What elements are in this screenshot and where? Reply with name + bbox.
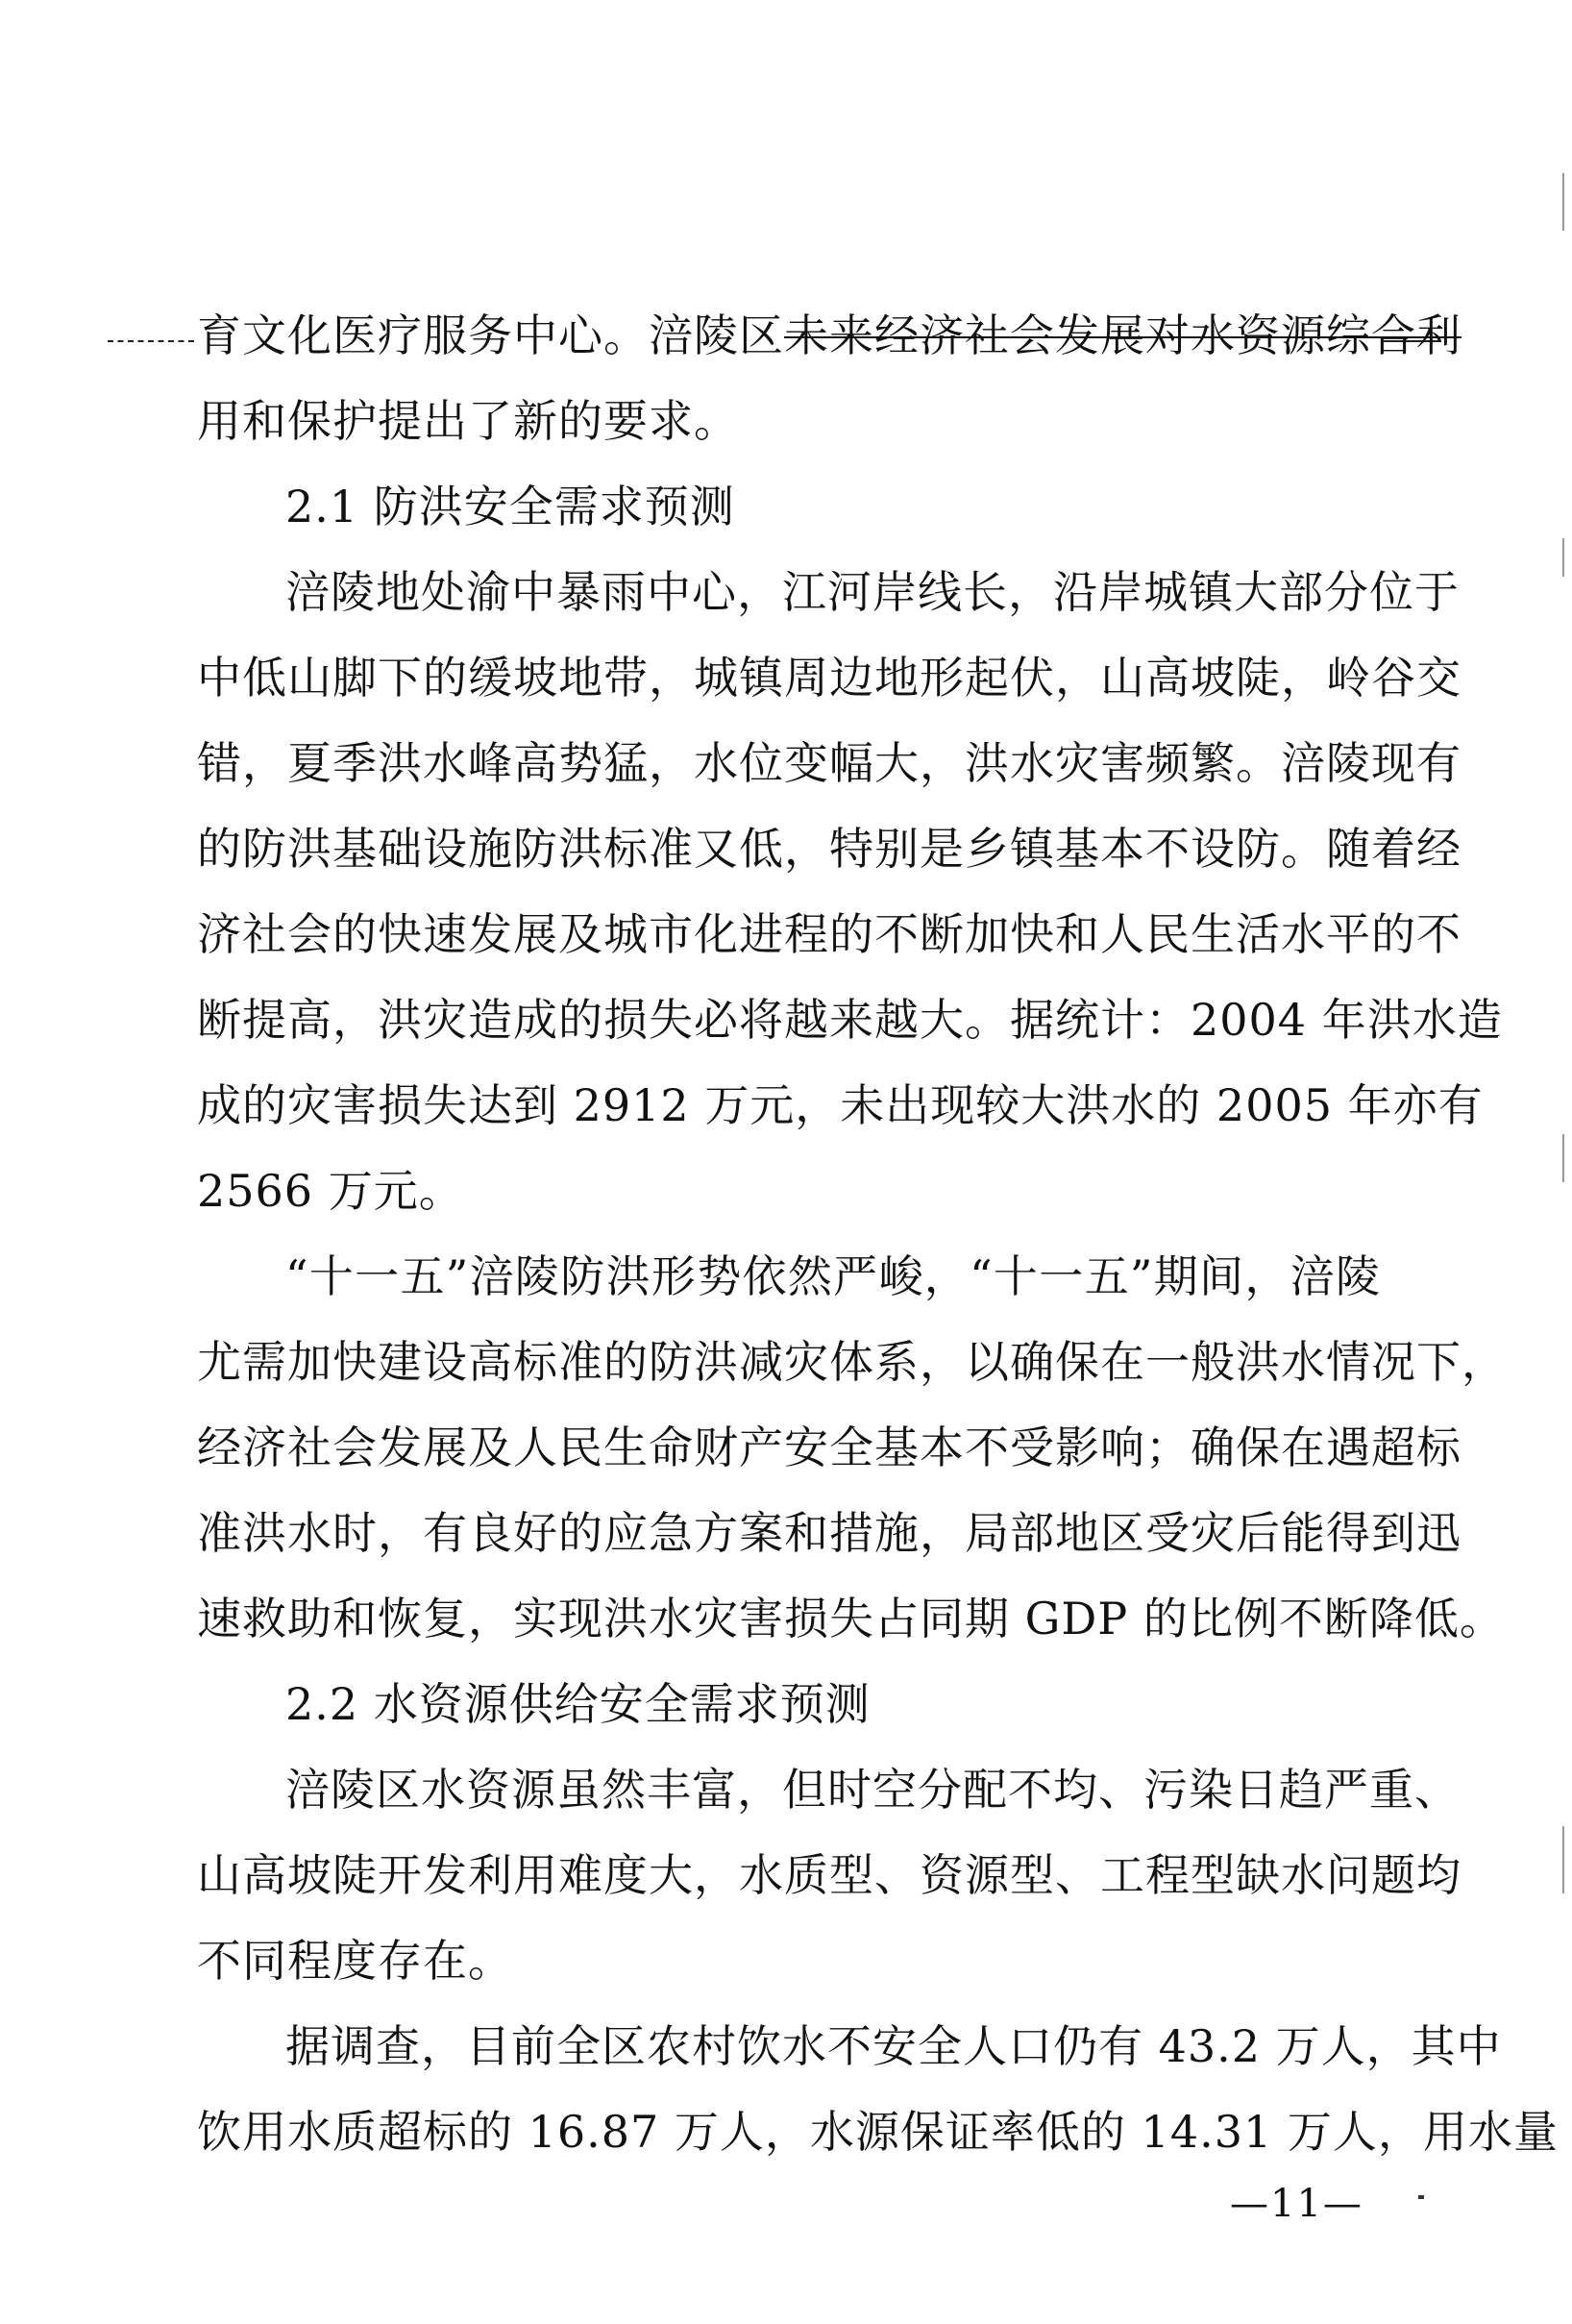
text-line-11: 2566 万元。 (197, 1165, 464, 1217)
edge-mark (1562, 173, 1564, 231)
body-text (197, 308, 1559, 2189)
text-line-2: 用和保护提出了新的要求。 (197, 395, 739, 447)
text-line-4: 涪陵地处渝中暴雨中心，江河岸线长，沿岸城镇大部分位于 (285, 566, 1460, 618)
page-number: —11— (1230, 2182, 1363, 2226)
text-line-21: 据调查，目前全区农村饮水不安全人口仍有 43.2 万人，其中 (285, 2020, 1502, 2072)
section-heading-2-2: 2.2 水资源供给安全需求预测 (285, 1678, 871, 1730)
text-line-18: 涪陵区水资源虽然丰富，但时空分配不均、污染日趋严重、 (285, 1764, 1460, 1816)
scan-dot (1418, 2195, 1424, 2199)
edge-mark (1562, 1134, 1564, 1182)
text-line-12: “十一五”涪陵防洪形势依然严峻，“十一五”期间，涪陵 (285, 1250, 1381, 1302)
text-line-16: 速救助和恢复，实现洪水灾害损失占同期 GDP 的比例不断降低。 (197, 1593, 1505, 1644)
text-line-9: 断提高，洪灾造成的损失必将越来越大。据统计：2004 年洪水造 (197, 994, 1503, 1046)
text-line-1-part-a: 育文化医疗服务中心。 (197, 309, 649, 361)
text-line-1-part-c: 未来经济社会发展对水资源综合利 (784, 309, 1461, 361)
section-heading-2-1: 2.1 防洪安全需求预测 (285, 481, 735, 532)
text-line-6: 错，夏季洪水峰高势猛，水位变幅大，洪水灾害频繁。涪陵现有 (197, 737, 1461, 789)
text-line-1-part-b: 涪陵区 (649, 309, 784, 361)
text-line-8: 济社会的快速发展及城市化进程的不断加快和人民生活水平的不 (197, 908, 1461, 960)
text-line-1 (197, 308, 1461, 363)
text-line-14: 经济社会发展及人民生命财产安全基本不受影响；确保在遇超标 (197, 1422, 1461, 1473)
edge-mark (1562, 538, 1564, 577)
text-line-13: 尤需加快建设高标准的防洪减灾体系，以确保在一般洪水情况下， (197, 1336, 1507, 1388)
dashed-rule-left (108, 340, 194, 342)
text-line-19: 山高坡陡开发利用难度大，水质型、资源型、工程型缺水问题均 (197, 1849, 1461, 1901)
text-line-5: 中低山脚下的缓坡地带，城镇周边地形起伏，山高坡陡，岭谷交 (197, 652, 1461, 704)
text-line-15: 准洪水时，有良好的应急方案和措施，局部地区受灾后能得到迅 (197, 1507, 1461, 1559)
text-line-22: 饮用水质超标的 16.87 万人，水源保证率低的 14.31 万人，用水量 (197, 2106, 1559, 2158)
text-line-20: 不同程度存在。 (197, 1935, 513, 1987)
edge-mark (1562, 1826, 1564, 1893)
text-line-10: 成的灾害损失达到 2912 万元，未出现较大洪水的 2005 年亦有 (197, 1079, 1484, 1131)
text-line-7: 的防洪基础设施防洪标准又低，特别是乡镇基本不设防。随着经 (197, 823, 1461, 875)
